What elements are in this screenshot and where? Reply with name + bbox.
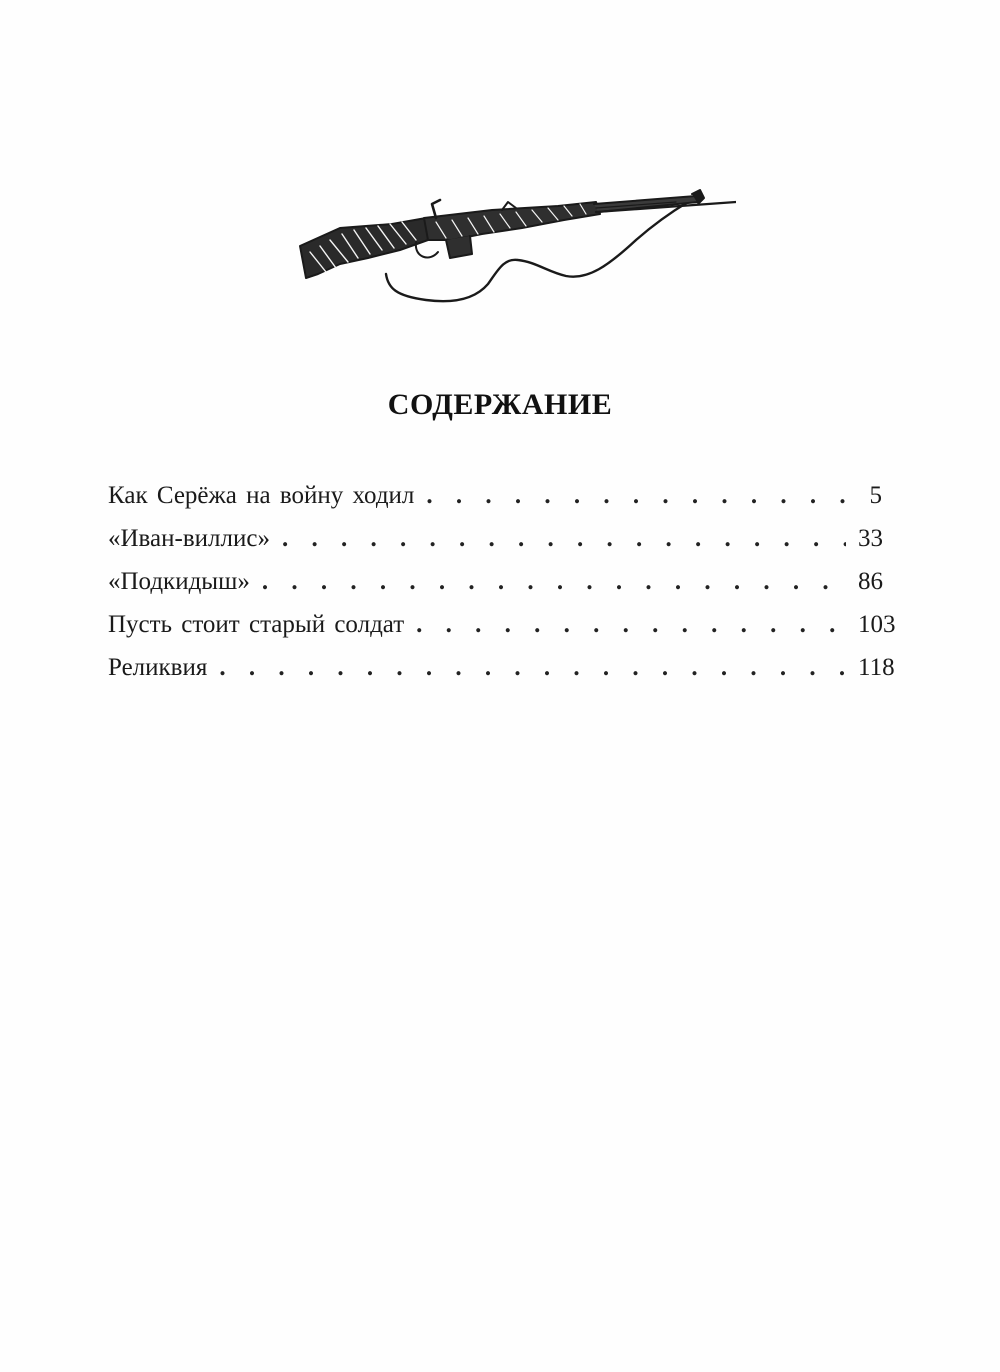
- toc-entry-page: 103: [858, 611, 896, 638]
- toc-entry-page: 86: [858, 568, 883, 595]
- toc-dot-leader: [426, 482, 846, 510]
- toc-entry-title: Пусть стоит старый солдат: [108, 611, 405, 638]
- toc-entry-page: 33: [858, 525, 883, 552]
- toc-entry-title: «Подкидыш»: [108, 568, 250, 595]
- toc-entry[interactable]: [108, 611, 896, 654]
- toc-entry-page: 5: [869, 482, 882, 509]
- toc-entry-title: Как Серёжа на войну ходил: [108, 482, 415, 509]
- toc-dot-leader: [219, 654, 846, 682]
- toc-entry[interactable]: [108, 525, 882, 568]
- toc-entry-page: 118: [858, 654, 895, 681]
- toc-dot-leader: [416, 611, 846, 639]
- toc-entry[interactable]: [108, 568, 882, 611]
- toc-dot-leader: [282, 525, 846, 553]
- toc-entry-title: «Иван-виллис»: [108, 525, 270, 552]
- toc-entry[interactable]: [108, 482, 882, 525]
- toc-dot-leader: [262, 568, 846, 596]
- contents-heading: СОДЕРЖАНИЕ: [387, 388, 613, 421]
- table-of-contents: [108, 482, 896, 697]
- toc-entry[interactable]: [108, 654, 895, 697]
- toc-entry-title: Реликвия: [108, 654, 208, 681]
- rifle-drawing-icon: [296, 188, 736, 313]
